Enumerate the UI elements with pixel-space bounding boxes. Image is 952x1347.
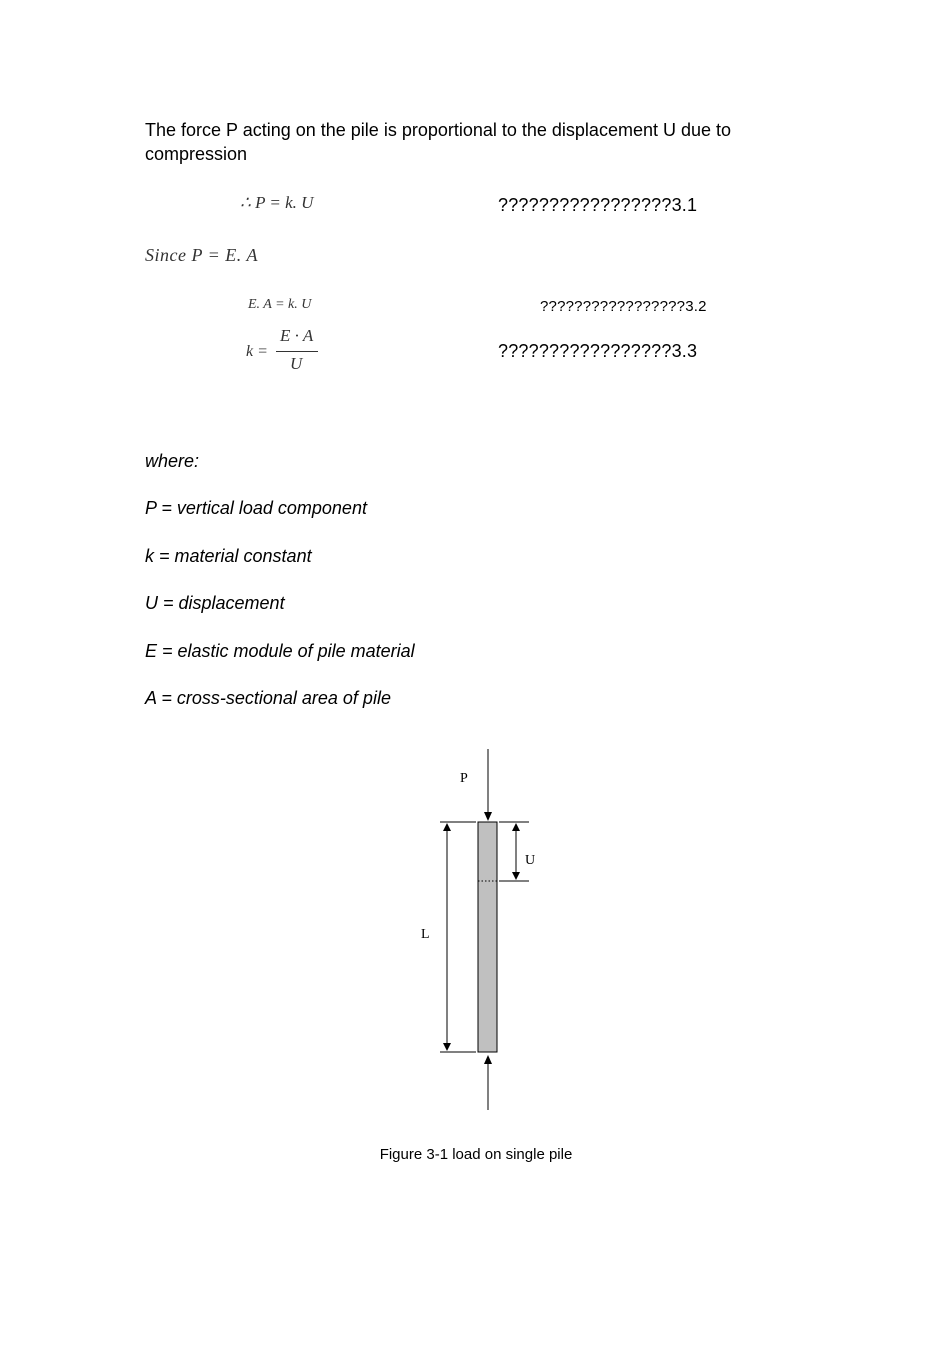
definition-k: k = material constant [145,546,312,566]
reaction-arrow-bottom [484,1055,492,1110]
fraction-lhs: k = [246,343,268,360]
intro-paragraph: The force P acting on the pile is proportional to the displacement U due to compression [145,120,732,164]
definition-p: P = vertical load component [145,498,367,518]
equation-number-3-3: ?????????????????3.3 [498,341,698,361]
equation-3-1: ∴ P = k. U [240,193,314,212]
label-u: U [525,853,536,868]
pile-rectangle [478,822,497,1052]
equation-number-3-2: ?????????????????3.2 [540,298,707,315]
load-arrow-top [484,749,492,821]
since-statement: Since P = E. A [145,245,258,265]
definition-a: A = cross-sectional area of pile [145,688,391,708]
length-dimension [440,822,476,1052]
displacement-dimension [499,822,529,881]
definition-u: U = displacement [145,593,285,613]
equation-3-2: E. A = k. U [248,297,312,312]
figure-caption: Figure 3-1 load on single pile [379,1146,573,1163]
where-label: where: [145,451,200,471]
definition-e: E = elastic module of pile material [145,641,415,661]
label-p: P [460,771,468,786]
fraction-denominator: U [290,354,303,373]
fraction-numerator: E · A [280,326,314,345]
label-l: L [421,927,430,942]
equation-number-3-1: ?????????????????3.1 [498,195,698,215]
